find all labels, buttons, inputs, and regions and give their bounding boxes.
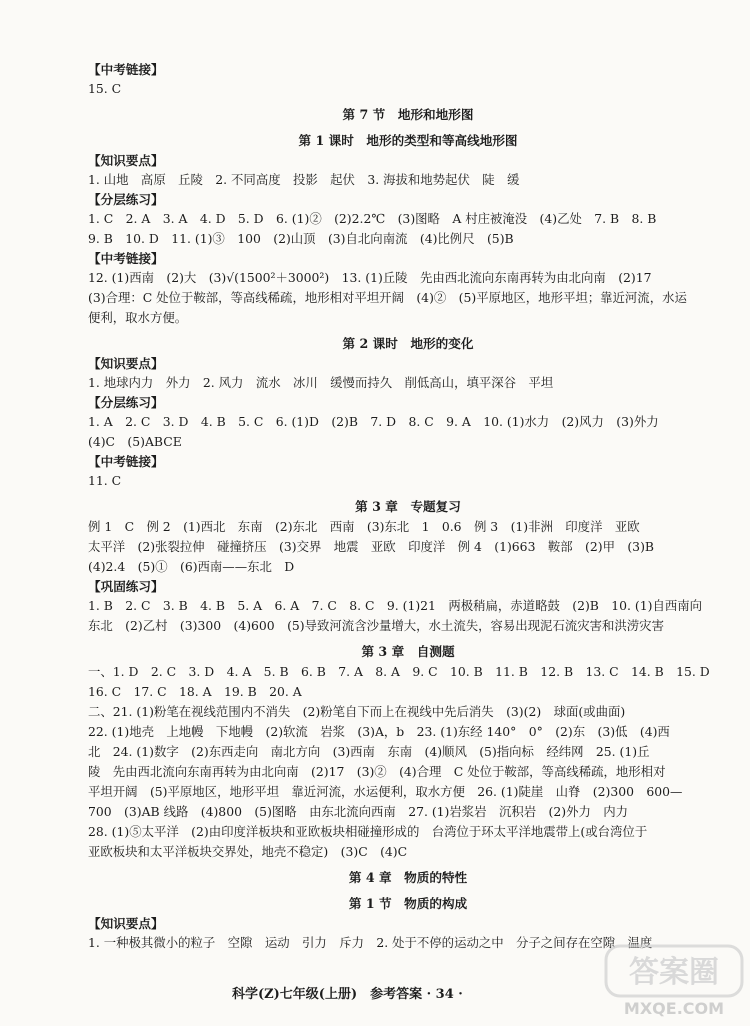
answer-line: 28. (1)⑤太平洋 (2)由印度洋板块和亚欧板块相碰撞形成的 台湾位于环太平洋地震带上(或台湾位于 xyxy=(88,824,648,839)
answer-line: 16. C 17. C 18. A 19. B 20. A xyxy=(88,684,302,699)
answer-line: 1. 山地 高原 丘陵 2. 不同高度 投影 起伏 3. 海拔和地势起伏 陡 缓 xyxy=(88,172,520,187)
answer-content xyxy=(88,60,728,953)
answer-line: 二、21. (1)粉笔在视线范围内不消失 (2)粉笔自下而上在视线中先后消失 (3)(2) 球面(或曲面) xyxy=(88,704,626,719)
answer-line: (4)C (5)ABCE xyxy=(88,434,182,449)
answer-line: 北 24. (1)数字 (2)东西走向 南北方向 (3)西南 东南 (4)顺风 (5)指向标 经纬网 25. (1)丘 xyxy=(88,744,650,759)
answer-line: 1. C 2. A 3. A 4. D 5. D 6. (1)② (2)2.2℃ (3)图略 A 村庄被淹没 (4)乙处 7. B 8. B xyxy=(88,211,657,226)
page-footer: 科学(Z)七年级(上册) 参考答案 · 34 · xyxy=(232,987,463,1002)
answer-line: 平坦开阔 (5)平原地区，地形平坦 靠近河流，水运便利，取水方便 26. (1)陡崖 山脊 (2)300 600— xyxy=(88,784,683,799)
section-title: 第 3 章 自测题 xyxy=(361,644,455,659)
answer-line: 陵 先由西北流向东南再转为由北向南 (2)17 (3)② (4)合理 C 处位于鞍部，等高线稀疏，地形相对 xyxy=(88,764,666,779)
answer-line: 11. C xyxy=(88,473,122,488)
answer-line: 12. (1)西南 (2)大 (3)√(1500²＋3000²) 13. (1)丘陵 先由西北流向东南再转为由北向南 (2)17 xyxy=(88,270,652,285)
section-header: 【分层练习】 xyxy=(88,192,164,207)
answer-line: 一、1. D 2. C 3. D 4. A 5. B 6. B 7. A 8. A 9. C 10. B 11. B 12. B 13. C 14. B 15. D xyxy=(88,664,710,679)
section-header: 【知识要点】 xyxy=(88,916,164,931)
answer-line: (3)合理：C 处位于鞍部，等高线稀疏，地形相对平坦开阔 (4)② (5)平原地区，地形平坦；靠近河流，水运 xyxy=(88,290,687,305)
answer-line: 东北 (2)乙村 (3)300 (4)600 (5)导致河流含沙量增大，水土流失，容易出现泥石流灾害和洪涝灾害 xyxy=(88,618,664,633)
watermark-logo xyxy=(604,944,744,1020)
section-title: 第 7 节 地形和地形图 xyxy=(342,107,474,122)
answer-line: (4)2.4 (5)① (6)西南——东北 D xyxy=(88,559,295,574)
section-title: 第 1 课时 地形的类型和等高线地形图 xyxy=(298,133,518,148)
section-title: 第 1 节 物质的构成 xyxy=(348,896,468,911)
section-header: 【中考链接】 xyxy=(88,454,164,469)
section-title: 第 4 章 物质的特性 xyxy=(348,870,468,885)
section-header: 【中考链接】 xyxy=(88,62,164,77)
answer-line: 亚欧板块和太平洋板块交界处，地壳不稳定) (3)C (4)C xyxy=(88,844,408,859)
section-header: 【知识要点】 xyxy=(88,356,164,371)
section-title: 第 2 课时 地形的变化 xyxy=(342,336,474,351)
section-header: 【知识要点】 xyxy=(88,153,164,168)
answer-line: 1. 一种极其微小的粒子 空隙 运动 引力 斥力 2. 处于不停的运动之中 分子之间存在空隙 温度 xyxy=(88,935,653,950)
section-header: 【分层练习】 xyxy=(88,395,164,410)
answer-line: 便利，取水方便。 xyxy=(88,310,188,325)
answer-line: 太平洋 (2)张裂拉伸 碰撞挤压 (3)交界 地震 亚欧 印度洋 例 4 (1)663 鞍部 (2)甲 (3)B xyxy=(88,539,655,554)
answer-line: 15. C xyxy=(88,81,122,96)
watermark-url: MXQE.COM xyxy=(623,999,725,1018)
section-header: 【中考链接】 xyxy=(88,251,164,266)
answer-line: 700 (3)AB 线路 (4)800 (5)图略 由东北流向西南 27. (1)岩浆岩 沉积岩 (2)外力 内力 xyxy=(88,804,629,819)
section-title: 第 3 章 专题复习 xyxy=(355,499,461,514)
answer-line: 例 1 C 例 2 (1)西北 东南 (2)东北 西南 (3)东北 1 0.6 例 3 (1)非洲 印度洋 亚欧 xyxy=(88,519,640,534)
section-header: 【巩固练习】 xyxy=(88,579,164,594)
answer-line: 9. B 10. D 11. (1)③ 100 (2)山顶 (3)自北向南流 (4)比例尺 (5)B xyxy=(88,231,514,246)
answer-line: 1. B 2. C 3. B 4. B 5. A 6. A 7. C 8. C 9. (1)21 两极稍扁，赤道略鼓 (2)B 10. (1)自西南向 xyxy=(88,598,703,613)
answer-line: 22. (1)地壳 上地幔 下地幔 (2)软流 岩浆 (3)A，b 23. (1)东经 140° 0° (2)东 (3)低 (4)西 xyxy=(88,724,670,739)
answer-line: 1. 地球内力 外力 2. 风力 流水 冰川 缓慢而持久 削低高山，填平深谷 平坦 xyxy=(88,375,554,390)
watermark-text: 答案圈 xyxy=(629,955,719,990)
answer-line: 1. A 2. C 3. D 4. B 5. C 6. (1)D (2)B 7. D 8. C 9. A 10. (1)水力 (2)风力 (3)外力 xyxy=(88,414,659,429)
